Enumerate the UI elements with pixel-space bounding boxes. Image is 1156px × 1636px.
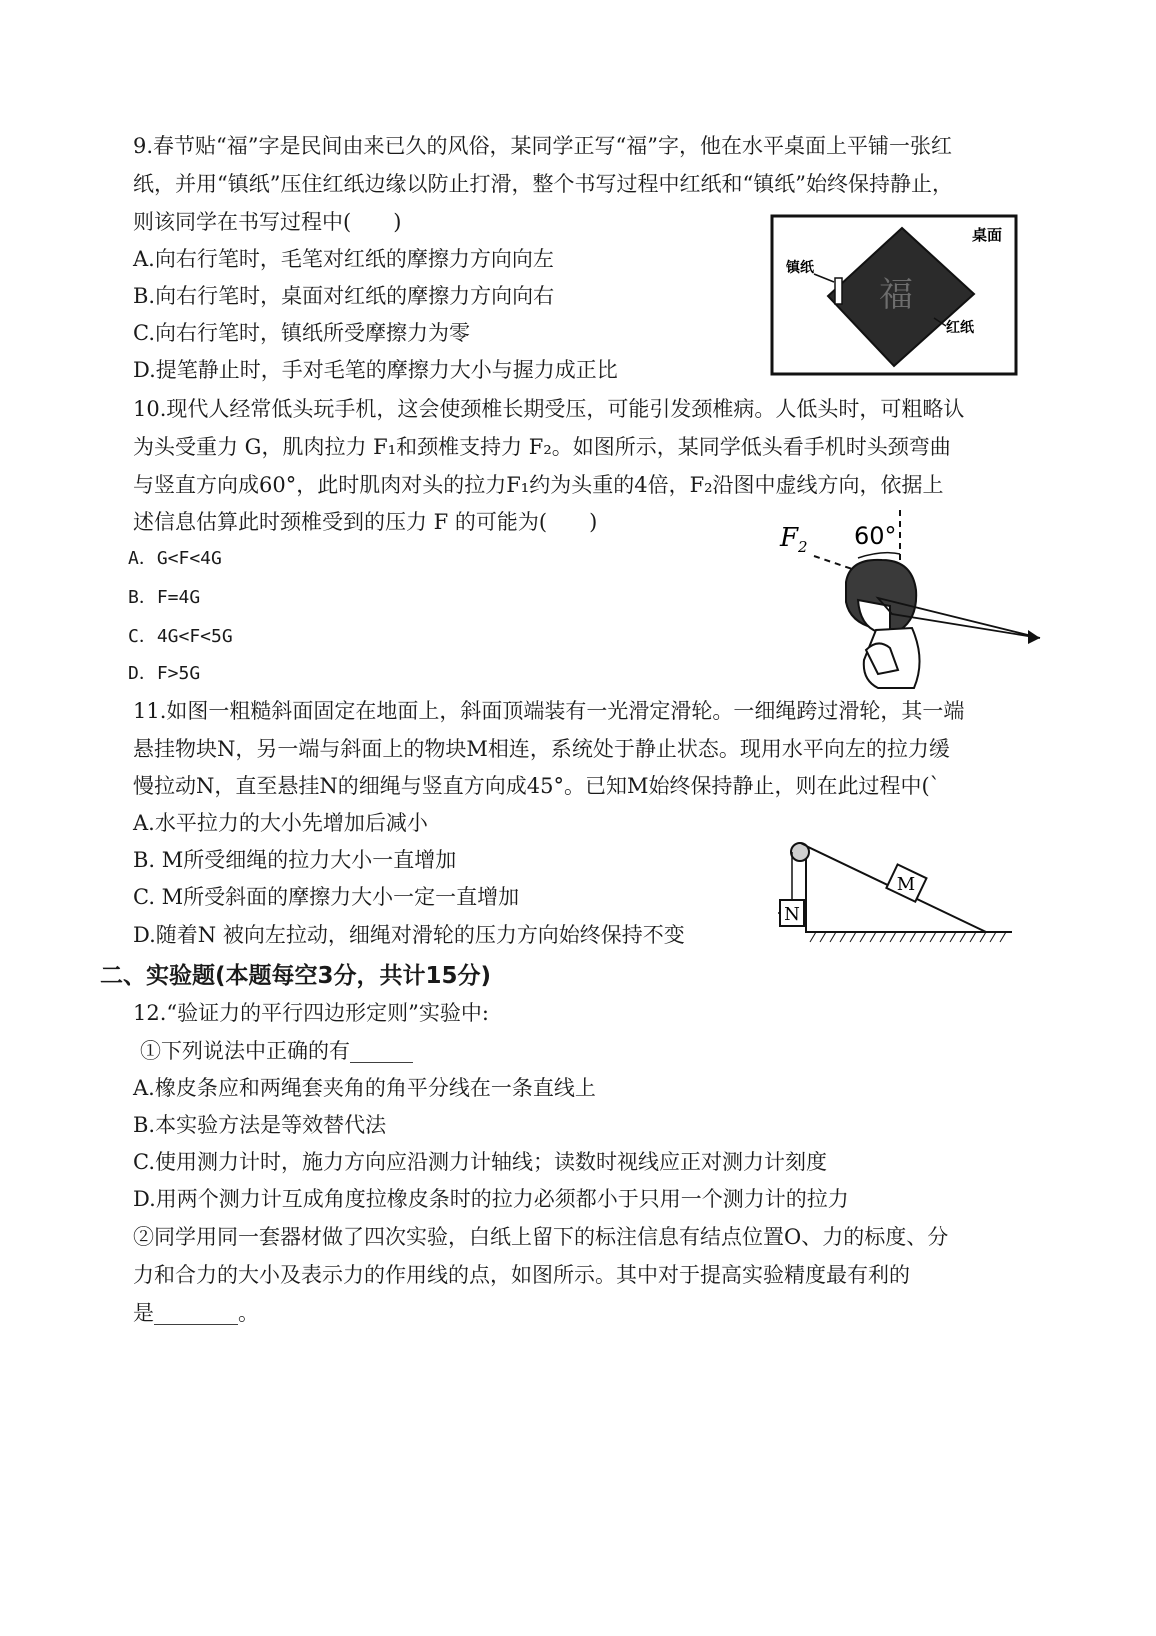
block-n-label: N (784, 904, 800, 925)
q11-figure-incline (778, 842, 1014, 952)
q9-option-a: A.向右行笔时，毛笔对红纸的摩擦力方向向左 (133, 247, 554, 271)
block-m-label: M (896, 874, 916, 895)
q11-option-d: D.随着N 被向左拉动，细绳对滑轮的压力方向始终保持不变 (133, 923, 685, 947)
q10-stem-line-2: 为头受重力 G，肌肉拉力 F₁和颈椎支持力 F₂。如图所示，某同学低头看手机时头颈弯曲 (133, 435, 951, 459)
q10-stem-line-3: 与竖直方向成60°，此时肌肉对头的拉力F₁约为头重的4倍，F₂沿图中虚线方向，依据上 (133, 473, 944, 497)
q10-option-d: D．F>5G (128, 663, 201, 684)
person-face (858, 600, 890, 632)
q11-stem-line-2: 悬挂物块N，另一端与斜面上的物块M相连，系统处于静止状态。现用水平向左的拉力缓 (133, 737, 950, 761)
q12-option-a: A.橡皮条应和两绳套夹角的角平分线在一条直线上 (133, 1076, 596, 1100)
q11-stem-line-3: 慢拉动N，直至悬挂N的细绳与竖直方向成45°。已知M始终保持静止，则在此过程中(` (133, 774, 941, 798)
q12-part2-line-3: 是________。 (133, 1301, 259, 1325)
q12-part2-line-2: 力和合力的大小及表示力的作用线的点，如图所示。其中对于提高实验精度最有利的 (133, 1263, 910, 1287)
q12-part1: ①下列说法中正确的有______ (140, 1039, 413, 1063)
q9-option-d: D.提笔静止时，手对毛笔的摩擦力大小与握力成正比 (133, 358, 618, 382)
q10-option-c: C．4G<F<5G (128, 626, 233, 647)
weight-label: 镇纸 (786, 260, 814, 276)
force-arrowhead (1028, 630, 1040, 644)
ground-hatching (810, 932, 1006, 942)
q9-option-b: B.向右行笔时，桌面对红纸的摩擦力方向向右 (133, 284, 555, 308)
angle-label: 60° (854, 522, 897, 550)
angle-arc (858, 553, 900, 558)
q11-option-c: C. M所受斜面的摩擦力大小一定一直增加 (133, 885, 520, 909)
q10-stem-line-1: 10.现代人经常低头玩手机，这会使颈椎长期受压，可能引发颈椎病。人低头时，可粗略认 (133, 397, 965, 421)
q10-option-b: B．F=4G (128, 587, 201, 608)
q10-figure-neck (778, 510, 1048, 710)
q12-stem: 12.“验证力的平行四边形定则”实验中: (133, 1001, 489, 1025)
q9-stem-line-1: 9.春节贴“福”字是民间由来已久的风俗，某同学正写“福”字，他在水平桌面上平铺一张红 (133, 134, 952, 158)
q9-stem-line-2: 纸，并用“镇纸”压住红纸边缘以防止打滑，整个书写过程中红纸和“镇纸”始终保持静止， (133, 172, 953, 196)
q12-part2-line-1: ②同学用同一套器材做了四次实验，白纸上留下的标注信息有结点位置O、力的标度、分 (133, 1225, 949, 1249)
section-2-title: 二、实验题(本题每空3分，共计15分) (100, 963, 492, 989)
fu-character: 福 (879, 275, 913, 315)
q11-option-a: A.水平拉力的大小先增加后减小 (133, 811, 428, 835)
q9-stem-line-3: 则该同学在书写过程中( ) (133, 210, 402, 234)
q10-option-a: A．G<F<4G (128, 548, 222, 569)
desk-label: 桌面 (971, 226, 1002, 244)
q10-stem-line-4: 述信息估算此时颈椎受到的压力 F 的可能为( ) (133, 510, 598, 534)
q11-stem-line-1: 11.如图一粗糙斜面固定在地面上，斜面顶端装有一光滑定滑轮。一细绳跨过滑轮，其一端 (133, 699, 965, 723)
q11-option-b: B. M所受细绳的拉力大小一直增加 (133, 848, 457, 872)
q9-figure-desk (770, 214, 1018, 376)
f2-label: $F_2$ (780, 523, 808, 556)
paper-weight (835, 278, 842, 304)
q9-option-c: C.向右行笔时，镇纸所受摩擦力为零 (133, 321, 470, 345)
q12-option-b: B.本实验方法是等效替代法 (133, 1113, 387, 1137)
paper-label: 红纸 (946, 320, 974, 336)
q12-option-d: D.用两个测力计互成角度拉橡皮条时的拉力必须都小于只用一个测力计的拉力 (133, 1187, 849, 1211)
q12-option-c: C.使用测力计时，施力方向应沿测力计轴线；读数时视线应正对测力计刻度 (133, 1150, 827, 1174)
